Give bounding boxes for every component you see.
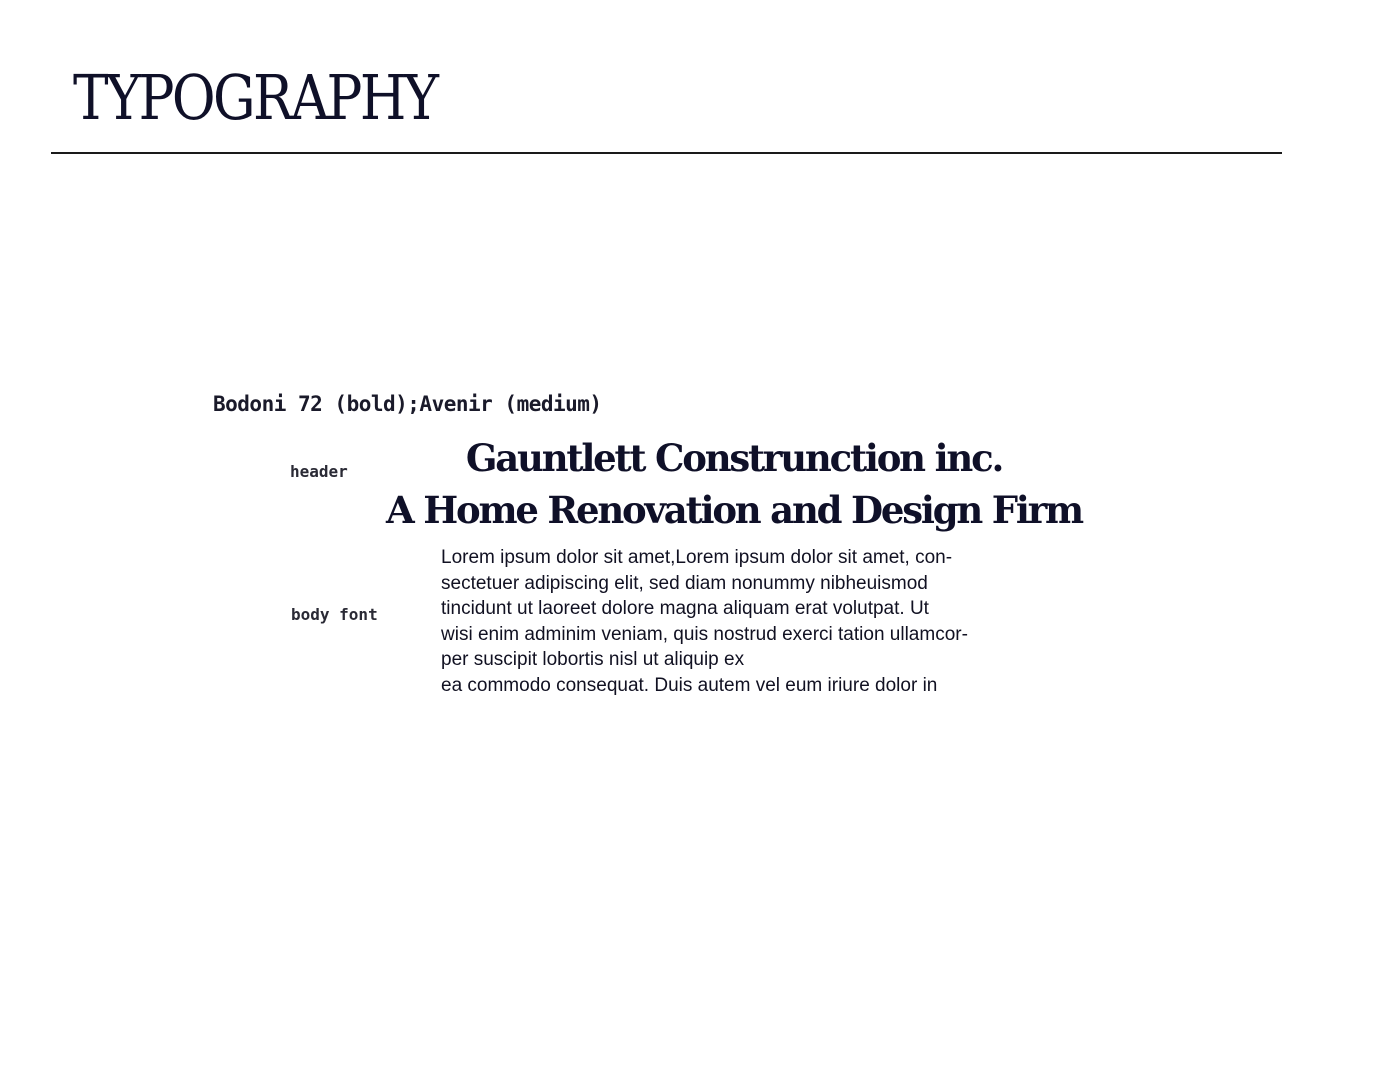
body-sample-line: ea commodo consequat. Duis autem vel eum iriure dolor in <box>441 674 938 696</box>
header-sample-line: Gauntlett Construnction inc. <box>465 436 1003 480</box>
body-sample-line: tincidunt ut laoreet dolore magna aliquam erat volutpat. Ut <box>441 598 929 620</box>
header-label: header <box>290 462 348 481</box>
body-sample-line: per suscipit lobortis nisl ut aliquip ex <box>441 649 745 671</box>
header-font-sample <box>384 432 1084 536</box>
body-sample-line: wisi enim adminim veniam, quis nostrud exerci tation ullamcor- <box>441 623 968 645</box>
body-sample-line: Lorem ipsum dolor sit amet,Lorem ipsum dolor sit amet, con- <box>441 547 953 568</box>
title-divider <box>51 152 1282 154</box>
page-title: TYPOGRAPHY <box>73 61 437 134</box>
body-font-sample <box>441 545 1061 699</box>
header-sample-line: A Home Renovation and Design Firm <box>386 488 1082 532</box>
body-sample-line: sectetuer adipiscing elit, sed diam nonummy nibheuismod <box>441 572 928 594</box>
font-spec-caption: Bodoni 72 (bold);Avenir (medium) <box>213 392 602 416</box>
body-font-label: body font <box>291 605 378 624</box>
